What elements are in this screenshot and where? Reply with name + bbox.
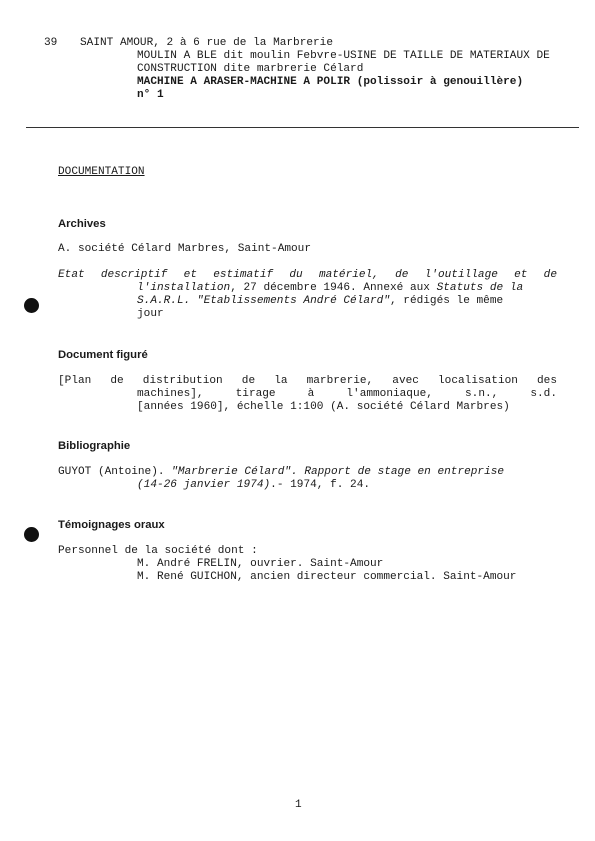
temoignages-intro: Personnel de la société dont : [58, 545, 258, 557]
title-line-1: MOULIN A BLE dit moulin Febvre-USINE DE TAILLE DE MATERIAUX DE [137, 50, 550, 62]
bibliographie-line-1 [58, 466, 504, 479]
bibliographie-title: "Marbrerie Célard". Rapport de stage en entreprise [171, 466, 505, 478]
object-title: MACHINE A ARASER-MACHINE A POLIR (polissoir à genouillère) [137, 76, 524, 88]
archives-entry-statuts: Statuts de la [436, 282, 524, 294]
bullet-marker [24, 298, 39, 313]
document-figure-heading: Document figuré [58, 349, 148, 361]
archives-entry-sarl: S.A.R.L. "Etablissements André Célard" [137, 295, 390, 307]
object-number: n° 1 [137, 89, 164, 101]
section-title: DOCUMENTATION [58, 166, 145, 178]
archives-entry-title-end: l'installation [137, 282, 231, 294]
archives-entry-line-3 [137, 295, 503, 308]
address-line: SAINT AMOUR, 2 à 6 rue de la Marbrerie [80, 37, 333, 49]
archives-entry-line-1: Etat descriptif et estimatif du matériel, de l'outillage et de [58, 269, 557, 281]
bibliographie-dates: (14-26 janvier 1974) [137, 479, 271, 491]
bibliographie-line-2 [137, 479, 370, 492]
temoignage-person-2: M. René GUICHON, ancien directeur commercial. Saint-Amour [137, 571, 517, 583]
bibliographie-folio: .- 1974, f. 24. [270, 479, 371, 491]
document-figure-line-2: machines], tirage à l'ammoniaque, s.n., s.d. [137, 388, 557, 400]
page-number: 1 [295, 799, 302, 811]
title-line-2: CONSTRUCTION dite marbrerie Célard [137, 63, 364, 75]
temoignages-heading: Témoignages oraux [58, 519, 165, 531]
document-figure-line-3: [années 1960], échelle 1:100 (A. société Célard Marbres) [137, 401, 510, 413]
archives-entry-line-4: jour [137, 308, 164, 320]
archives-source: A. société Célard Marbres, Saint-Amour [58, 243, 311, 255]
bibliographie-author: GUYOT (Antoine). [58, 466, 172, 478]
header-divider [26, 127, 579, 128]
bullet-marker [24, 527, 39, 542]
archives-entry-line-2 [137, 282, 523, 295]
notice-number: 39 [44, 37, 58, 49]
archives-entry-redige: , rédigés le même [389, 295, 504, 307]
archives-heading: Archives [58, 218, 106, 230]
document-figure-line-1: [Plan de distribution de la marbrerie, avec localisation des [58, 375, 557, 387]
bibliographie-heading: Bibliographie [58, 440, 131, 452]
temoignage-person-1: M. André FRELIN, ouvrier. Saint-Amour [137, 558, 384, 570]
archives-entry-date: , 27 décembre 1946. Annexé aux [230, 282, 437, 294]
